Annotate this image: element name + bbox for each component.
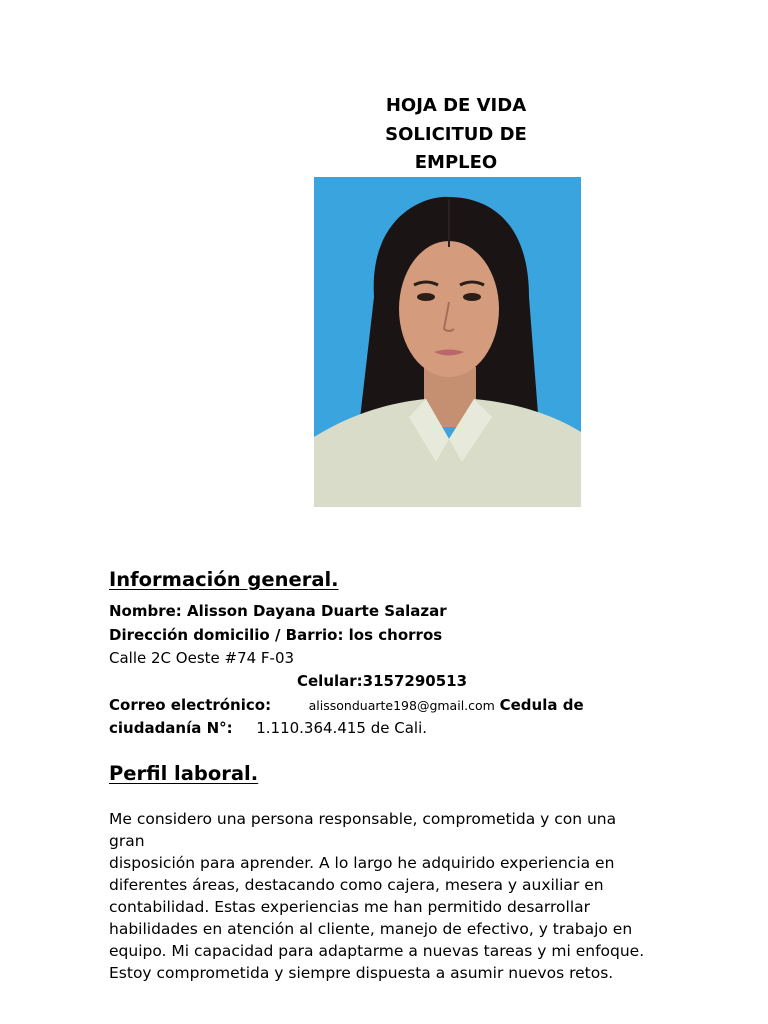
section-heading-general: Información general. (109, 568, 339, 591)
title-line-1: HOJA DE VIDA (385, 95, 527, 116)
profile-line: habilidades en atención al cliente, manejo de efectivo, y trabajo en (109, 920, 633, 938)
profile-line: Estoy comprometida y siempre dispuesta a asumir nuevos retos. (109, 964, 614, 982)
address-label: Dirección domicilio / Barrio: los chorros (109, 626, 443, 644)
name-line: Nombre: Alisson Dayana Duarte Salazar (109, 602, 447, 620)
email-value: alissonduarte198@gmail.com (308, 698, 495, 713)
profile-line: disposición para aprender. A lo largo he adquirido experiencia en (109, 854, 615, 872)
portrait-illustration (314, 177, 581, 507)
profile-line: equipo. Mi capacidad para adaptarme a nuevas tareas y mi enfoque. (109, 942, 645, 960)
title-line-2: SOLICITUD DE (385, 123, 527, 145)
id-row (109, 718, 427, 738)
phone-line: Celular:3157290513 (297, 672, 468, 690)
email-label: Correo electrónico: (109, 696, 272, 714)
portrait-photo (314, 177, 581, 507)
email-row (109, 695, 584, 716)
id-label-part1: Cedula de (499, 696, 584, 714)
street-address: Calle 2C Oeste #74 F-03 (109, 649, 295, 667)
profile-line: Me considero una persona responsable, comprometida y con una gran (109, 810, 617, 850)
document-title (376, 92, 536, 178)
section-heading-profile: Perfil laboral. (109, 762, 259, 785)
profile-line: contabilidad. Estas experiencias me han permitido desarrollar (109, 898, 591, 916)
id-value: 1.110.364.415 de Cali. (256, 719, 428, 737)
id-label-part2: ciudadanía N°: (109, 719, 233, 737)
profile-line: diferentes áreas, destacando como cajera, mesera y auxiliar en (109, 876, 604, 894)
title-line-3: EMPLEO (414, 152, 498, 173)
profile-paragraph (109, 808, 649, 984)
